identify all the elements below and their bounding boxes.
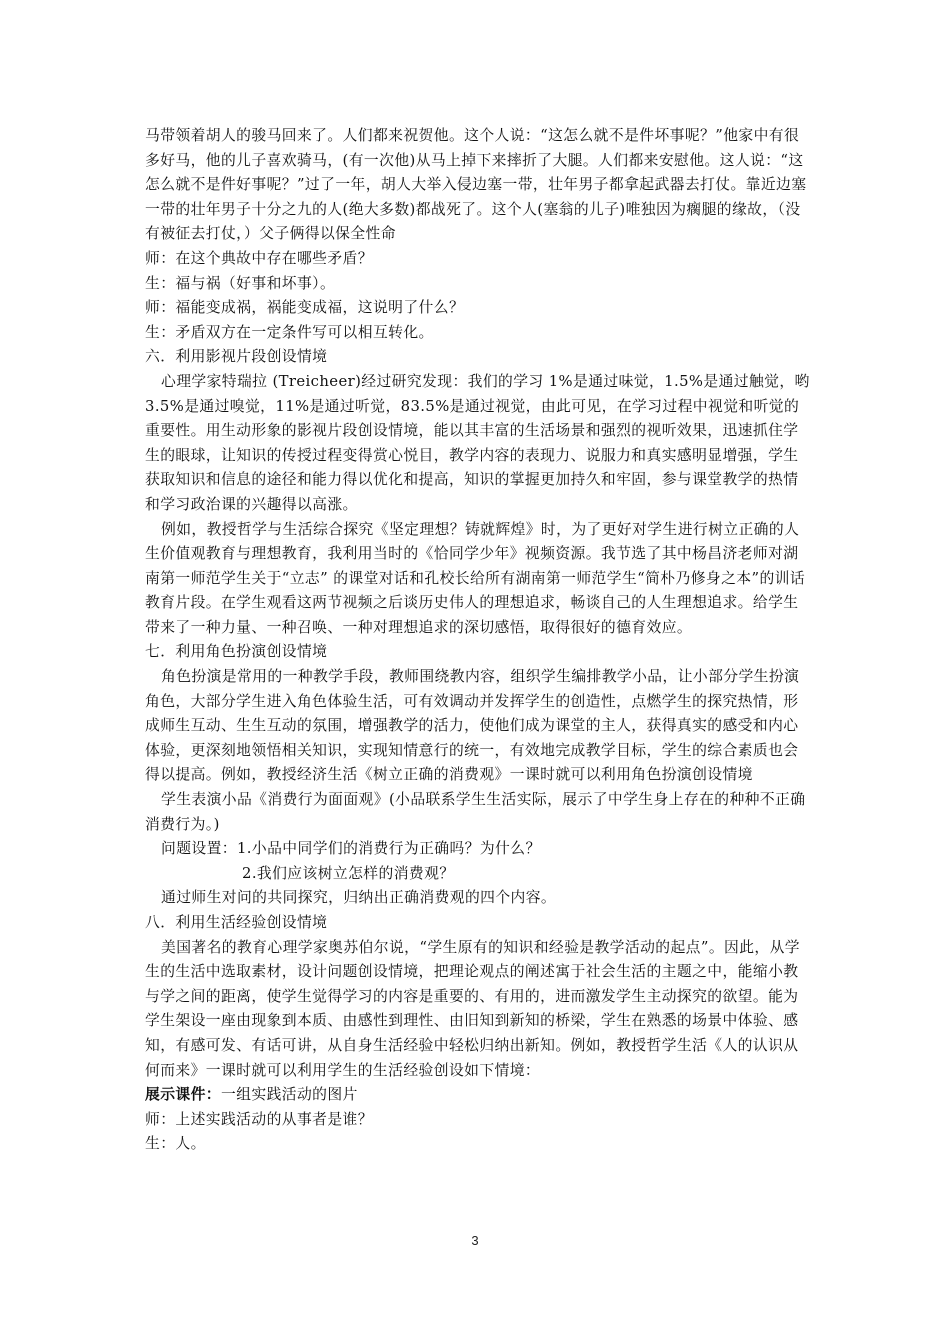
- dialogue-teacher-question: 师：上述实践活动的从事者是谁？: [145, 1110, 373, 1128]
- courseware-text: 一组实践活动的图片: [221, 1086, 358, 1104]
- document-body: [145, 124, 813, 1157]
- dialogue-teacher-question: 师：福能变成祸，祸能变成福，这说明了什么？: [145, 299, 465, 317]
- paragraph-story-continuation: 马带领着胡人的骏马回来了。人们都来祝贺他。这个人说：“这怎么就不是件坏事呢？”他家中有很多好马，他的儿子喜欢骑马，(有一次他)从马上掉下来摔折了大腿。人们都来安慰他。这人说：“这怎么就不是件好事呢？”过了一年，胡人大举入侵边塞一带，壮年男子都拿起武器去打仗。靠近边塞一带的壮年男子十分之九的人(绝大多数)都战死了。这个人(塞翁的儿子)唯独因为瘸腿的缘故，（没有被征去打仗，）父子俩得以保全性命: [145, 127, 807, 243]
- paragraph-life-experience: 美国著名的教育心理学家奥苏伯尔说，“学生原有的知识和经验是教学活动的起点”。因此，从学生的生活中选取素材，设计问题创设情境，把理论观点的阐述寓于社会生活的主题之中，能缩小教与学之间的距离，使学生觉得学习的内容是重要的、有用的，进而激发学生主动探究的欲望。能为学生架设一座由现象到本质、由感性到理性、由旧知到新知的桥梁，学生在熟悉的场景中体验、感知，有感可发、有话可讲，从自身生活经验中轻松归纳出新知。例如，教授哲学生活《人的认识从何而来》一课时就可以利用学生的生活经验创设如下情境：: [145, 938, 801, 1079]
- dialogue-teacher-question: 师：在这个典故中存在哪些矛盾？: [145, 249, 373, 267]
- section-heading-seven: 七．利用角色扮演创设情境: [145, 643, 328, 661]
- dialogue-student-answer: 生：矛盾双方在一定条件写可以相互转化。: [145, 323, 434, 341]
- paragraph-film-example: 例如，教授哲学与生活综合探究《坚定理想？铸就辉煌》时，为了更好对学生进行树立正确的人生价值观教育与理想教育，我利用当时的《恰同学少年》视频资源。我节选了其中杨昌济老师对湖南第一师范学生关于“立志” 的课堂对话和孔校长给所有湖南第一师范学生“简朴乃修身之本”的训话教育片段。在学生观看这两节视频之后谈历史伟人的理想追求，畅谈自己的人生理想追求。给学生带来了一种力量、一种召唤、一种对理想追求的深切感悟，取得很好的德育效应。: [145, 520, 806, 636]
- paragraph-role-play: 角色扮演是常用的一种教学手段，教师围绕教内容，组织学生编排教学小品，让小部分学生扮演角色，大部分学生进入角色体验生活，可有效调动并发挥学生的创造性，点燃学生的探究热情，形成师生互动、生生互动的氛围，增强教学的活力，使他们成为课堂的主人，获得真实的感受和内心体验，更深刻地领悟相关知识，实现知情意行的统一，有效地完成教学目标，学生的综合素质也会得以提高。例如，教授经济生活《树立正确的消费观》一课时就可以利用角色扮演创设情境: [145, 668, 800, 784]
- paragraph-summary: 通过师生对问的共同探究，归纳出正确消费观的四个内容。: [161, 889, 557, 907]
- section-heading-eight: 八．利用生活经验创设情境: [145, 914, 328, 931]
- courseware-line: [145, 1083, 813, 1108]
- dialogue-student-answer: 生：福与祸（好事和坏事）。: [145, 274, 336, 292]
- section-heading-six: 六．利用影视片段创设情境: [145, 348, 328, 366]
- page-number: 3: [471, 1233, 479, 1248]
- courseware-label: 展示课件：: [145, 1086, 221, 1104]
- paragraph-film-clips: 心理学家特瑞拉 (Treicheer)经过研究发现：我们的学习 1%是通过味觉，1.5%是通过触觉，哟 3.5%是通过嗅觉，11%是通过听觉，83.5%是通过视觉，由此可见，在学习过程中视觉和听觉的重要性。用生动形象的影视片段创设情境，能以其丰富的生活场景和强烈的视听效果，迅速抓住学生的眼球，让知识的传授过程变得赏心悦目，教学内容的表现力、说服力和真实感明显增强，学生获取知识和信息的途径和能力得以优化和提高，知识的掌握更加持久和牢固，参与课堂教学的热情和学习政治课的兴趣得以高涨。: [145, 372, 810, 513]
- question-setup-1: 问题设置：1.小品中同学们的消费行为正确吗？为什么？: [161, 840, 541, 858]
- paragraph-skit: 学生表演小品《消费行为面面观》(小品联系学生生活实际，展示了中学生身上存在的种种不正确消费行为。): [145, 791, 806, 833]
- dialogue-student-answer: 生：人。: [145, 1135, 206, 1153]
- question-setup-2: 2.我们应该树立怎样的消费观？: [242, 864, 455, 882]
